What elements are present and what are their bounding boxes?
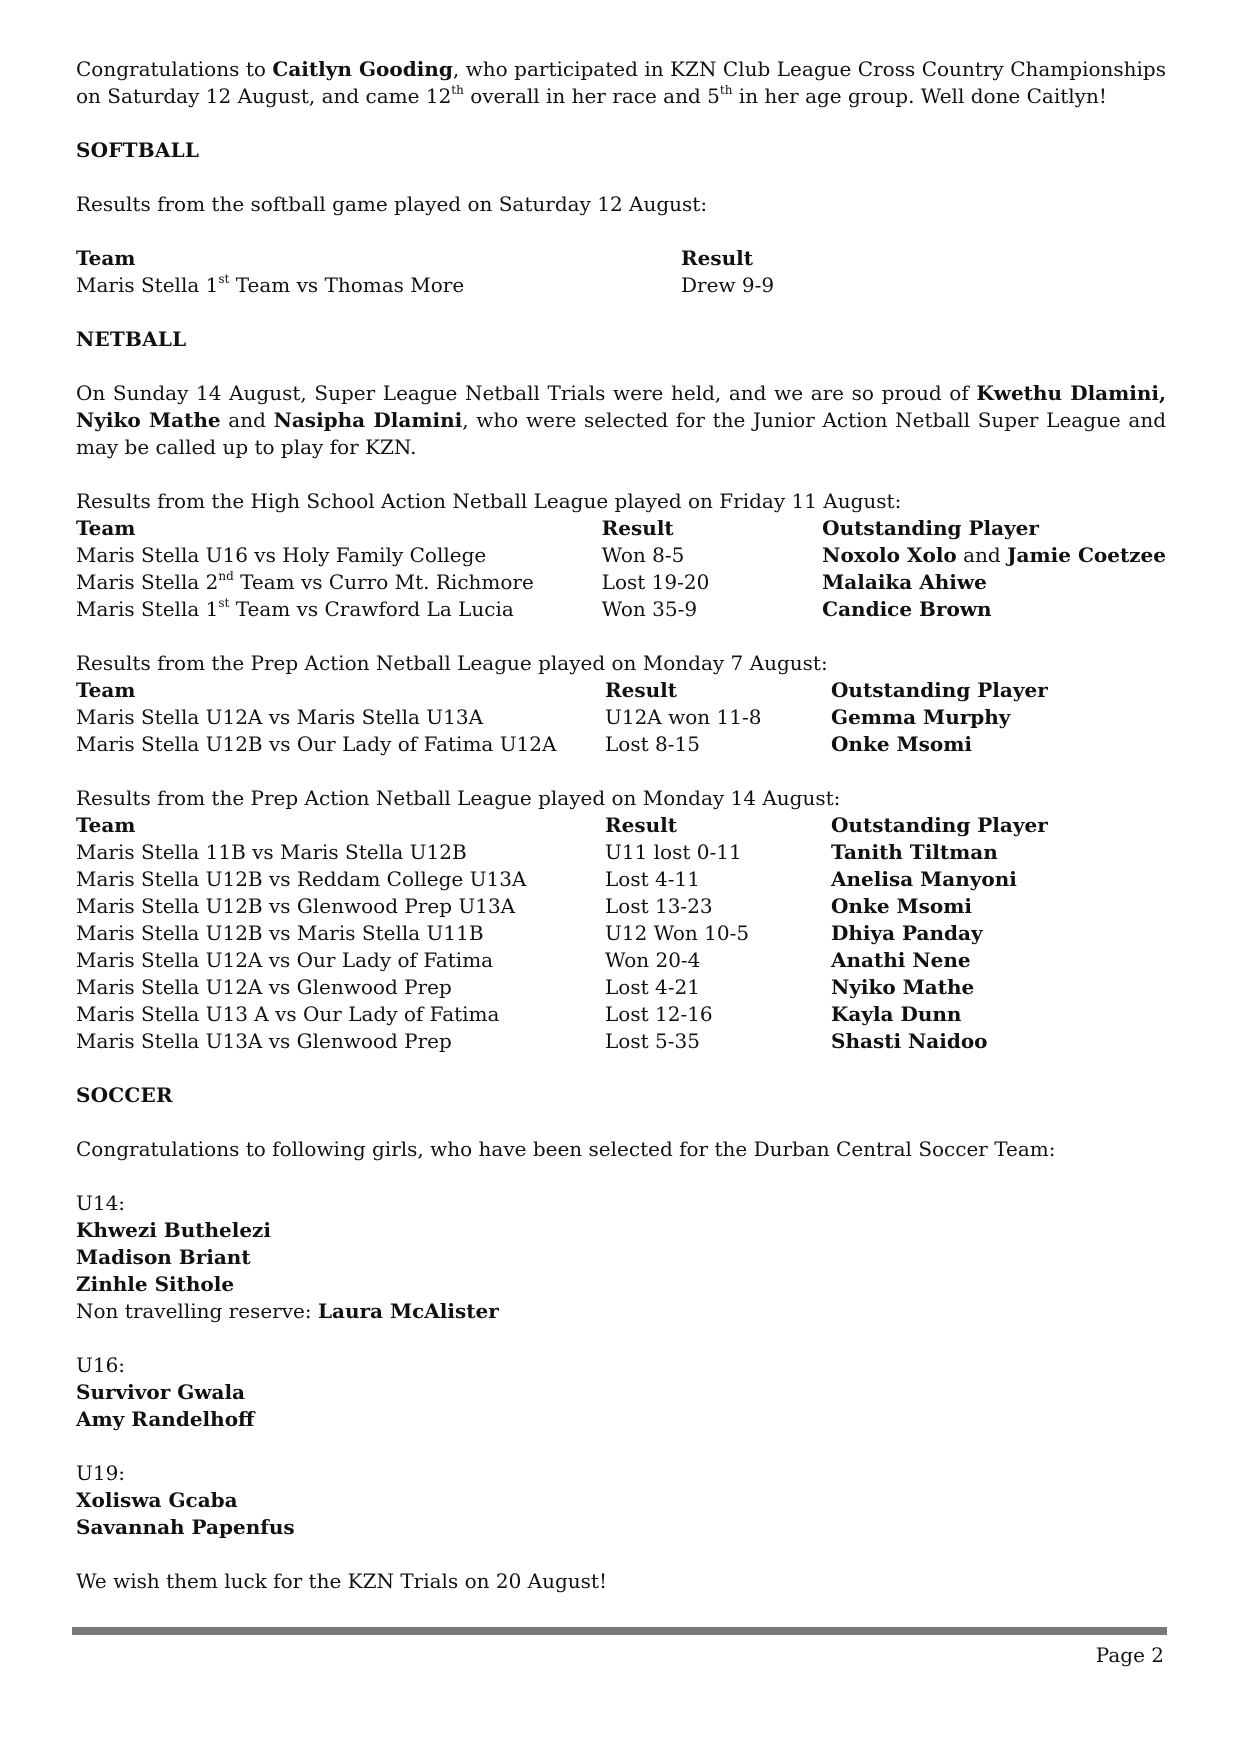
cross-country-congrats: Congratulations to Caitlyn Gooding, who participated in KZN Club League Cross Country Championships on Saturday 12 August, and came 12th overall in her race and 5th in her age group. Well done Caitlyn! [76, 57, 1166, 108]
table-row: Maris Stella U16 vs Holy Family College Won 8-5 Noxolo Xolo and Jamie Coetzee [76, 543, 1166, 567]
prep-aug14-caption: Results from the Prep Action Netball League played on Monday 14 August: [76, 786, 841, 810]
col-team-header: Team [76, 246, 136, 270]
player-cell: Noxolo Xolo and Jamie Coetzee [822, 543, 1166, 567]
prep-aug7-results-table [76, 677, 1166, 758]
reserve-line: Non travelling reserve: Laura McAlister [76, 1299, 499, 1323]
table-row: Maris Stella U12B vs Our Lady of Fatima U12A Lost 8-15 Onke Msomi [76, 732, 973, 756]
softball-results-table [76, 245, 1166, 299]
player-name: Xoliswa Gcaba [76, 1488, 238, 1512]
soccer-group-u16 [76, 1352, 1166, 1433]
table-header-row: Team Result Outstanding Player [76, 813, 1048, 837]
table-row: Maris Stella U12A vs Glenwood Prep Lost 4-21 Nyiko Mathe [76, 975, 975, 999]
group-label: U16: [76, 1353, 126, 1377]
soccer-group-u19 [76, 1460, 1166, 1541]
table-header-row: Team Result Outstanding Player [76, 678, 1048, 702]
team-cell: Maris Stella 1st Team vs Thomas More [76, 272, 465, 297]
footer-divider [72, 1627, 1167, 1635]
result-cell: Drew 9-9 [681, 273, 775, 297]
soccer-heading: SOCCER [76, 1083, 173, 1107]
netball-heading: NETBALL [76, 327, 187, 351]
table-header-row [76, 245, 1166, 272]
group-label: U19: [76, 1461, 126, 1485]
prep-aug14-results-table [76, 812, 1166, 1055]
newsletter-page [76, 56, 1166, 1595]
table-row: Maris Stella U12B vs Maris Stella U11B U12 Won 10-5 Dhiya Panday [76, 921, 983, 945]
table-row: Maris Stella U13 A vs Our Lady of Fatima Lost 12-16 Kayla Dunn [76, 1002, 962, 1026]
prep-aug7-caption: Results from the Prep Action Netball League played on Monday 7 August: [76, 651, 828, 675]
player-name: Madison Briant [76, 1245, 251, 1269]
softball-heading: SOFTBALL [76, 138, 200, 162]
table-row: Maris Stella U12A vs Maris Stella U13A U12A won 11-8 Gemma Murphy [76, 705, 1011, 729]
table-header-row: Team Result Outstanding Player [76, 516, 1039, 540]
player-name: Zinhle Sithole [76, 1272, 235, 1296]
player-name: Survivor Gwala [76, 1380, 246, 1404]
col-result-header: Result [681, 246, 753, 270]
table-row: Maris Stella U12A vs Our Lady of Fatima Won 20-4 Anathi Nene [76, 948, 971, 972]
player-name: Amy Randelhoff [76, 1407, 255, 1431]
high-school-results-table [76, 515, 1166, 623]
table-row: Maris Stella U12B vs Glenwood Prep U13A Lost 13-23 Onke Msomi [76, 894, 973, 918]
player-name: Khwezi Buthelezi [76, 1218, 272, 1242]
table-row: Maris Stella 1st Team vs Crawford La Lucia Won 35-9 Candice Brown [76, 596, 992, 621]
group-label: U14: [76, 1191, 126, 1215]
table-row [76, 272, 1166, 299]
page-number: Page 2 [1095, 1643, 1164, 1667]
softball-caption: Results from the softball game played on Saturday 12 August: [76, 192, 708, 216]
table-row: Maris Stella 2nd Team vs Curro Mt. Richmore Lost 19-20 Malaika Ahiwe [76, 569, 987, 594]
table-row: Maris Stella U12B vs Reddam College U13A Lost 4-11 Anelisa Manyoni [76, 867, 1017, 891]
high-school-caption: Results from the High School Action Netball League played on Friday 11 August: [76, 489, 902, 513]
player-name: Savannah Papenfus [76, 1515, 295, 1539]
soccer-group-u14 [76, 1190, 1166, 1325]
soccer-intro: Congratulations to following girls, who have been selected for the Durban Central Soccer Team: [76, 1137, 1056, 1161]
soccer-closing: We wish them luck for the KZN Trials on 20 August! [76, 1569, 608, 1593]
table-row: Maris Stella 11B vs Maris Stella U12B U11 lost 0-11 Tanith Tiltman [76, 840, 998, 864]
table-row: Maris Stella U13A vs Glenwood Prep Lost 5-35 Shasti Naidoo [76, 1029, 988, 1053]
athlete-name: Caitlyn Gooding [272, 57, 453, 81]
netball-trials-text: On Sunday 14 August, Super League Netball Trials were held, and we are so proud of Kwethu Dlamini, Nyiko Mathe and Nasipha Dlamini, who were selected for the Junior Action Netball Super League and may be called up to play for KZN. [76, 381, 1167, 459]
